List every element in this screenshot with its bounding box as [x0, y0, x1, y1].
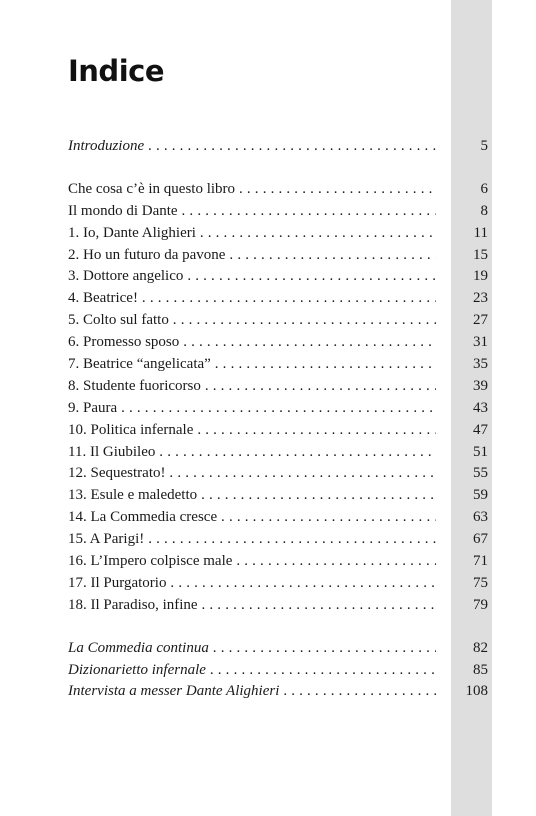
toc-entry-page-number: 59	[473, 487, 488, 504]
toc-entry-page-number: 5	[480, 138, 488, 154]
toc-entry-title: La Commedia continua	[68, 639, 209, 656]
toc-entry-title: Che cosa c’è in questo libro	[68, 180, 236, 197]
toc-entry-title: 18. Il Paradiso, infine	[68, 596, 198, 613]
toc-entry[interactable]	[68, 288, 488, 310]
toc-entry[interactable]	[68, 529, 488, 551]
toc-entry-page-number: 11	[473, 224, 488, 241]
toc-entry-leader	[68, 223, 436, 245]
toc-entry-page-number: 47	[473, 421, 488, 438]
toc-entry-title: 16. L’Impero colpisce male	[68, 553, 233, 570]
toc-entry[interactable]	[68, 463, 488, 485]
toc-entry-title: Il mondo di Dante	[68, 202, 178, 219]
toc-entry-leader	[68, 595, 436, 617]
toc-entry-page-number: 8	[480, 202, 488, 219]
toc-entry[interactable]	[68, 245, 488, 267]
toc-entry[interactable]	[68, 179, 488, 201]
toc-entry-page-number: 79	[473, 596, 488, 613]
toc-entry-leader	[68, 136, 436, 158]
toc-entry-title: 12. Sequestrato!	[68, 465, 166, 482]
toc-entry[interactable]	[68, 310, 488, 332]
toc-entry-title: Introduzione	[68, 138, 145, 154]
toc-entry-page-number: 51	[473, 443, 488, 460]
toc-entry-title: 6. Promesso sposo	[68, 334, 180, 351]
toc-entry-title: 9. Paura	[68, 399, 118, 416]
toc-entry-leader	[68, 332, 436, 354]
toc-entry-title: 5. Colto sul fatto	[68, 312, 169, 329]
toc-entry-title: 2. Ho un futuro da pavone	[68, 246, 226, 263]
toc-entry-page-number: 27	[473, 312, 488, 329]
toc-entry-leader	[68, 507, 436, 529]
toc-entry-leader	[68, 179, 436, 201]
toc-entry[interactable]	[68, 507, 488, 529]
toc-entry[interactable]	[68, 595, 488, 617]
toc-entry-leader	[68, 310, 436, 332]
toc-entry-leader	[68, 266, 436, 288]
toc-entry-leader	[68, 398, 436, 420]
toc-entry[interactable]	[68, 551, 488, 573]
toc-entry-page-number: 15	[473, 246, 488, 263]
toc-entry[interactable]	[68, 136, 488, 158]
toc-entry-leader	[68, 354, 436, 376]
toc-entry-leader	[68, 201, 436, 223]
toc-entry-page-number: 63	[473, 509, 488, 526]
toc-entry-leader	[68, 463, 436, 485]
toc-entry[interactable]	[68, 660, 488, 682]
toc-entry-page-number: 6	[480, 180, 488, 197]
toc-entry-page-number: 85	[473, 661, 488, 678]
toc-entry[interactable]	[68, 398, 488, 420]
toc-entry-page-number: 39	[473, 377, 488, 394]
toc-entry-page-number: 71	[473, 553, 488, 570]
toc-entry-leader	[68, 420, 436, 442]
toc-entry[interactable]	[68, 420, 488, 442]
toc-entry[interactable]	[68, 573, 488, 595]
toc-entry[interactable]	[68, 681, 488, 703]
toc-entry-title: 7. Beatrice “angelicata”	[68, 356, 211, 373]
toc-entry[interactable]	[68, 638, 488, 660]
toc-entry-leader	[68, 442, 436, 464]
toc-entry-title: 15. A Parigi!	[68, 531, 145, 548]
toc-entry-page-number: 67	[473, 531, 488, 548]
toc-entry-title: 11. Il Giubileo	[68, 443, 156, 460]
toc-entry[interactable]	[68, 332, 488, 354]
toc-entry-title: Dizionarietto infernale	[68, 661, 206, 678]
toc-entry-title: Intervista a messer Dante Alighieri	[68, 683, 280, 700]
toc-entry-title: 8. Studente fuoricorso	[68, 377, 201, 394]
toc-entry-leader	[68, 660, 436, 682]
toc-entry[interactable]	[68, 442, 488, 464]
toc-entry-page-number: 35	[473, 356, 488, 373]
toc-group	[68, 638, 488, 704]
toc-entry-title: 4. Beatrice!	[68, 290, 138, 307]
toc-entry-page-number: 43	[473, 399, 488, 416]
toc-entry-title: 10. Politica infernale	[68, 421, 194, 438]
toc-entry-leader	[68, 245, 436, 267]
toc-entry-leader	[68, 551, 436, 573]
toc-entry-page-number: 55	[473, 465, 488, 482]
toc-entry[interactable]	[68, 223, 488, 245]
toc-entry-leader	[68, 288, 436, 310]
toc-entry-page-number: 82	[473, 639, 488, 656]
toc-entry-leader	[68, 485, 436, 507]
toc-entry-title: 14. La Commedia cresce	[68, 509, 218, 526]
toc-entry-title: 1. Io, Dante Alighieri	[68, 224, 196, 241]
toc-entry-leader	[68, 573, 436, 595]
toc-entry-page-number: 23	[473, 290, 488, 307]
toc-entry-title: 13. Esule e maledetto	[68, 487, 198, 504]
toc-entry[interactable]	[68, 376, 488, 398]
toc-entry-leader	[68, 638, 436, 660]
toc-group	[68, 179, 488, 617]
page-title: Indice	[68, 54, 164, 88]
toc-group	[68, 136, 488, 158]
table-of-contents	[68, 136, 488, 703]
toc-entry-leader	[68, 681, 436, 703]
toc-entry-title: 3. Dottore angelico	[68, 268, 184, 285]
toc-entry-page-number: 19	[473, 268, 488, 285]
toc-entry-page-number: 75	[473, 574, 488, 591]
toc-entry-title: 17. Il Purgatorio	[68, 574, 167, 591]
toc-entry[interactable]	[68, 485, 488, 507]
toc-entry[interactable]	[68, 201, 488, 223]
toc-entry-leader	[68, 376, 436, 398]
toc-entry-page-number: 31	[473, 334, 488, 351]
toc-entry-page-number: 108	[465, 683, 488, 700]
toc-entry[interactable]	[68, 266, 488, 288]
toc-entry-leader	[68, 529, 436, 551]
toc-entry[interactable]	[68, 354, 488, 376]
